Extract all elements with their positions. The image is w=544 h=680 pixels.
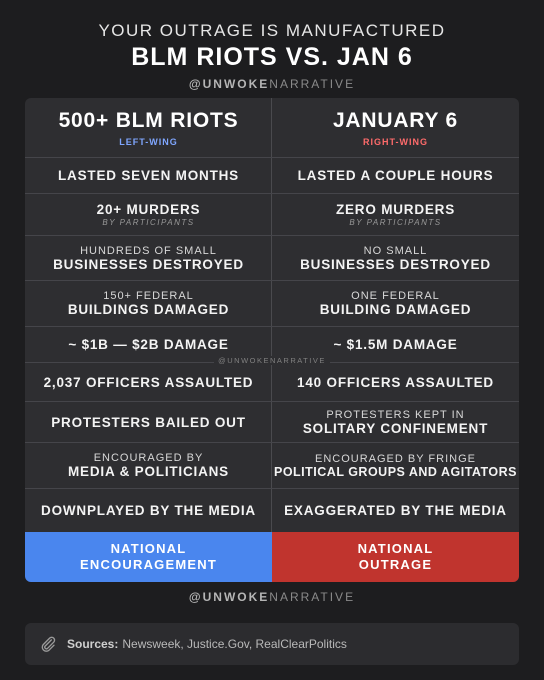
right-cell bbox=[272, 489, 519, 532]
watermark bbox=[25, 356, 519, 365]
sources-text: Newsweek, Justice.Gov, RealClearPolitics bbox=[122, 637, 347, 651]
left-column-tag: LEFT-WING bbox=[119, 136, 178, 147]
left-cell bbox=[25, 402, 272, 442]
right-cell bbox=[272, 443, 519, 488]
bottom-handle bbox=[0, 590, 544, 604]
verdict-row bbox=[25, 532, 519, 582]
right-cell bbox=[272, 402, 519, 442]
national-encouragement-banner bbox=[25, 532, 272, 582]
table-row bbox=[25, 158, 519, 194]
table-row bbox=[25, 363, 519, 401]
left-cell-subtext: 150+ FEDERAL bbox=[103, 290, 194, 302]
right-verdict-line1: NATIONAL bbox=[357, 541, 434, 556]
table-header-row bbox=[25, 98, 519, 158]
left-cell-subtext: ENCOURAGED BY bbox=[93, 452, 204, 464]
left-cell-text: LASTED SEVEN MONTHS bbox=[58, 168, 239, 183]
comparison-table bbox=[25, 98, 519, 582]
right-column-tag: RIGHT-WING bbox=[363, 136, 428, 147]
handle-suffix: NARRATIVE bbox=[269, 77, 356, 91]
right-cell-text: LASTED A COUPLE HOURS bbox=[297, 168, 494, 183]
right-cell bbox=[272, 236, 519, 280]
left-cell bbox=[25, 363, 272, 401]
left-column-title: 500+ BLM RIOTS bbox=[58, 108, 239, 132]
right-cell-text: ZERO MURDERS bbox=[335, 202, 456, 217]
left-cell bbox=[25, 281, 272, 326]
sources-label: Sources: bbox=[67, 637, 119, 651]
right-cell-text: BUSINESSES DESTROYED bbox=[300, 256, 491, 272]
left-cell bbox=[25, 236, 272, 280]
left-verdict-line2: ENCOURAGEMENT bbox=[80, 557, 217, 572]
left-column-header bbox=[25, 98, 272, 157]
handle-prefix: @UNWOKE bbox=[188, 590, 270, 604]
handle-suffix: NARRATIVE bbox=[269, 590, 356, 604]
kicker-text: YOUR OUTRAGE IS MANUFACTURED bbox=[98, 21, 446, 40]
left-cell-text: ~ $1B — $2B DAMAGE bbox=[68, 337, 229, 352]
top-handle bbox=[0, 77, 544, 91]
right-cell-text: 140 OFFICERS ASSAULTED bbox=[297, 374, 494, 390]
table-row bbox=[25, 194, 519, 236]
left-cell-subtext: HUNDREDS OF SMALL bbox=[80, 244, 217, 257]
right-column-title: JANUARY 6 bbox=[332, 108, 459, 132]
paperclip-icon bbox=[39, 635, 57, 653]
table-row bbox=[25, 236, 519, 281]
left-cell bbox=[25, 194, 272, 235]
right-cell-subtext: NO SMALL bbox=[363, 244, 428, 257]
table-row bbox=[25, 401, 519, 443]
sources-bar bbox=[25, 623, 519, 665]
left-cell-text: PROTESTERS BAILED OUT bbox=[51, 414, 246, 430]
left-cell-text: 2,037 OFFICERS ASSAULTED bbox=[43, 374, 254, 390]
left-cell-text: 20+ MURDERS bbox=[96, 202, 201, 217]
left-cell bbox=[25, 158, 272, 193]
table-row bbox=[25, 281, 519, 327]
right-cell-text: SOLITARY CONFINEMENT bbox=[302, 420, 489, 436]
right-cell-subtext: ENCOURAGED BY FRINGE bbox=[315, 452, 476, 465]
right-cell-subtext: ONE FEDERAL bbox=[351, 290, 440, 302]
table-row bbox=[25, 443, 519, 489]
right-cell-subtext: PROTESTERS KEPT IN bbox=[326, 408, 465, 421]
right-cell bbox=[272, 194, 519, 235]
table-row bbox=[25, 489, 519, 532]
right-cell-text: BUILDING DAMAGED bbox=[319, 302, 472, 317]
left-verdict-line1: NATIONAL bbox=[110, 541, 187, 556]
right-cell bbox=[272, 363, 519, 401]
page-title: BLM RIOTS VS. JAN 6 bbox=[131, 43, 413, 71]
right-cell-note: BY PARTICIPANTS bbox=[349, 218, 442, 227]
right-column-header bbox=[272, 98, 519, 157]
left-cell-text: MEDIA & POLITICIANS bbox=[68, 464, 229, 479]
left-cell-text: BUILDINGS DAMAGED bbox=[67, 302, 230, 317]
right-cell bbox=[272, 281, 519, 326]
watermark-text: @UNWOKENARRATIVE bbox=[214, 356, 330, 365]
left-cell-note: BY PARTICIPANTS bbox=[102, 218, 195, 227]
national-outrage-banner bbox=[272, 532, 519, 582]
right-cell-text: EXAGGERATED BY THE MEDIA bbox=[284, 503, 507, 518]
right-verdict-line2: OUTRAGE bbox=[358, 557, 433, 572]
right-cell-text: POLITICAL GROUPS AND AGITATORS bbox=[273, 464, 517, 479]
left-cell-text: DOWNPLAYED BY THE MEDIA bbox=[41, 503, 256, 518]
right-cell-text: ~ $1.5M DAMAGE bbox=[333, 337, 458, 352]
handle-prefix: @UNWOKE bbox=[188, 77, 270, 91]
left-cell bbox=[25, 489, 272, 532]
left-cell bbox=[25, 443, 272, 488]
right-cell bbox=[272, 158, 519, 193]
left-cell-text: BUSINESSES DESTROYED bbox=[53, 256, 244, 272]
